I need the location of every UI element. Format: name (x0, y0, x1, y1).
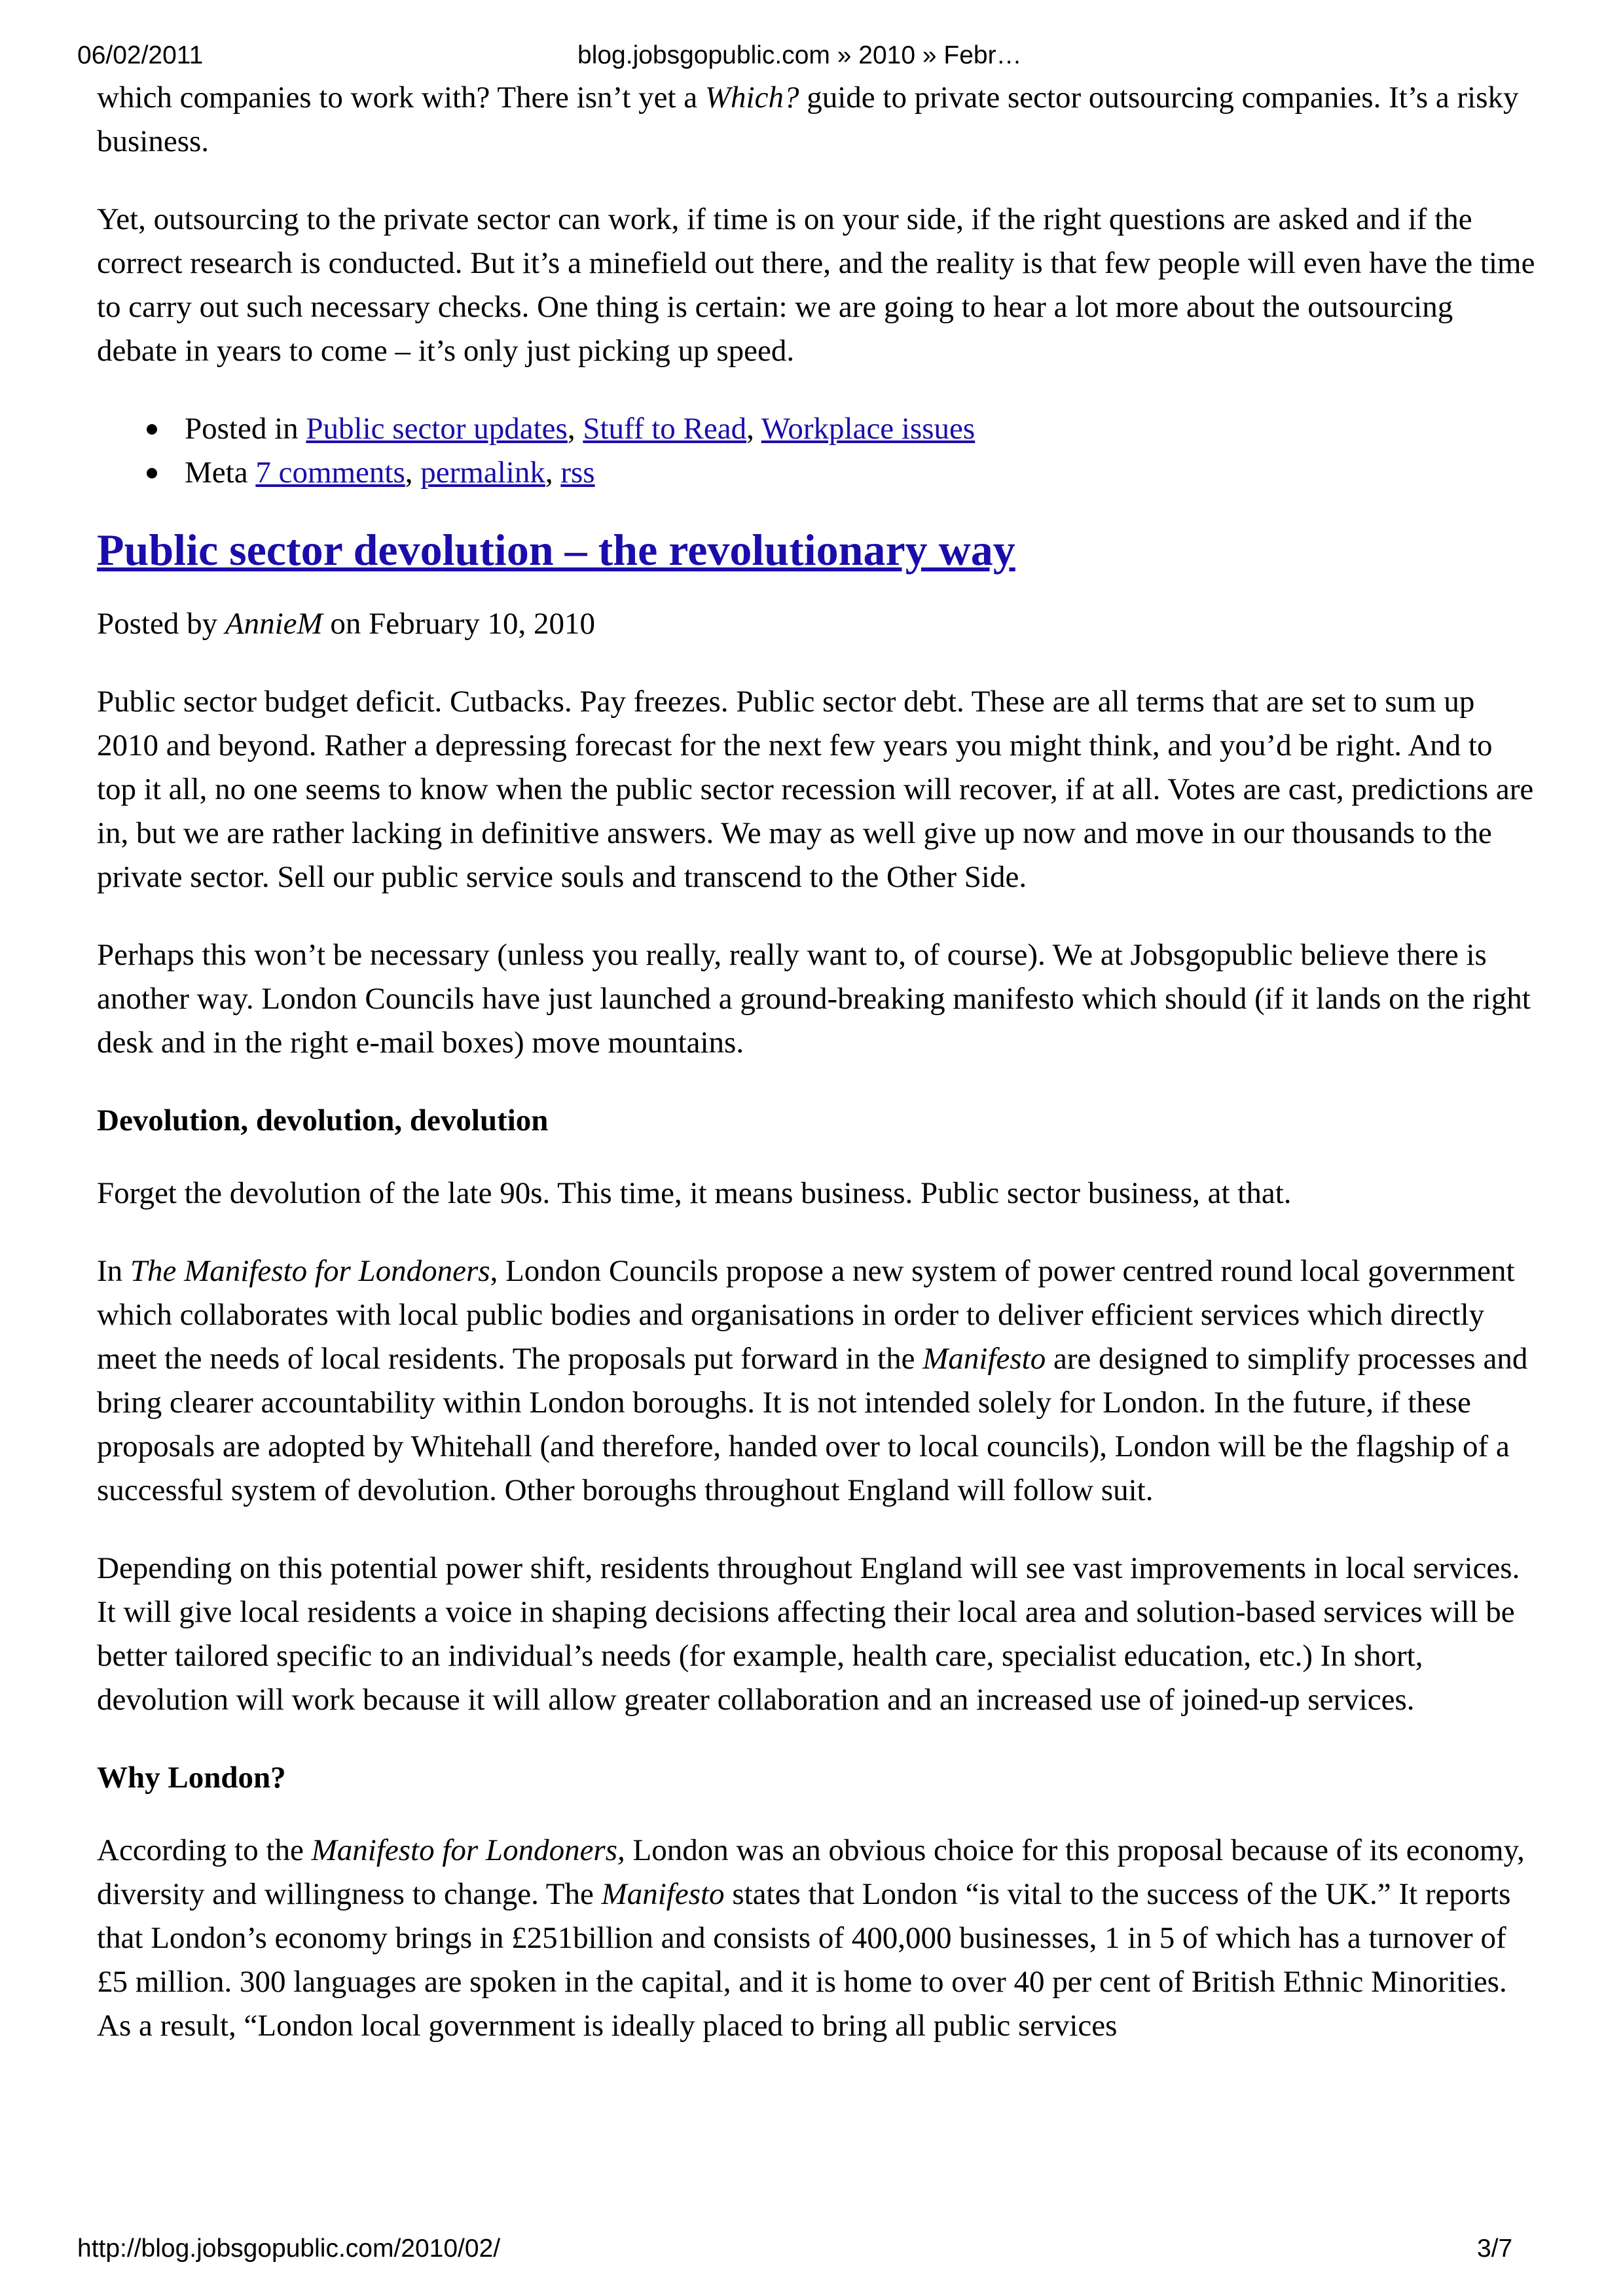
post-paragraph-4 (97, 1249, 1537, 1513)
post-paragraph-1: Public sector budget deficit. Cutbacks. Pay freezes. Public sector debt. These are all terms that are set to sum up 2010 and beyond. Rather a depressing forecast for the next few years you might think, and you’d be right. And to top it all, no one seems to know when the public sector recession will recover, if at all. Votes are cast, predictions are in, but we are rather lacking in definitive answers. We may as well give up now and move in our thousands to the private sector. Sell our public service souls and transcend to the Other Side. (97, 685, 1534, 894)
prev-post-paragraph-2: Yet, outsourcing to the private sector can work, if time is on your side, if the right questions are asked and if the correct research is conducted. But it’s a minefield out there, and the reality is that few people will even have the time to carry out such necessary checks. One thing is certain: we are going to hear a lot more about the outsourcing debate in years to come – it’s only just picking up speed. (97, 202, 1535, 368)
text-run: London was an obvious choice for this proposal because of its economy, diversity and willingness to change. The (97, 1833, 1525, 1911)
text-run: According to the (97, 1833, 312, 1867)
comments-link[interactable]: 7 comments (255, 456, 405, 490)
print-header-title: blog.jobsgopublic.com » 2010 » Febr… (577, 41, 1022, 69)
text-run: , London Councils propose a new system of power centred round local government which collaborates with local public bodies and organisations in order to deliver efficient services which directly meet the needs of local residents. The proposals put forward in the (97, 1254, 1515, 1376)
subheading-devolution: Devolution, devolution, devolution (97, 1103, 549, 1138)
post-meta-list (97, 407, 1537, 495)
manifesto-ref: Manifesto (922, 1342, 1046, 1376)
separator: , (746, 412, 761, 446)
post-byline (97, 602, 1537, 646)
subheading-why-london: Why London? (97, 1761, 286, 1795)
manifesto-title: The Manifesto for Londoners (130, 1254, 490, 1288)
post-title (97, 518, 1537, 581)
text-run: are designed to simplify processes and bring clearer accountability within London boroughs. It is not intended solely for London. In the future, if these proposals are adopted by Whitehall (and therefore, handed over to local councils), London will be the flagship of a successful system of devolution. Other boroughs throughout England will follow suit. (97, 1342, 1528, 1507)
text-run: states that London “is vital to the success of the UK.” It reports that London’s economy brings in £251billion and consists of 400,000 businesses, 1 in 5 of which has a turnover of £5 million. 300 languages are spoken in the capital, and it is home to over 40 per cent of British Ethnic Minorities. As a result, “London local government is ideally placed to bring all public services (97, 1877, 1511, 2043)
guide-name: Which? (704, 81, 799, 115)
manifesto-ref: Manifesto (601, 1877, 725, 1911)
category-link-stuff-to-read[interactable]: Stuff to Read (583, 412, 747, 446)
text-run: which companies to work with? There isn’t yet a (97, 81, 705, 115)
separator: , (545, 456, 561, 490)
post-paragraph-2: Perhaps this won’t be necessary (unless you really, really want to, of course). We at Jobsgopublic believe there is another way. London Councils have just launched a ground-breaking manifesto which should (if it lands on the right desk and in the right e-mail boxes) move mountains. (97, 938, 1531, 1060)
manifesto-title: Manifesto for Londoners, (311, 1833, 625, 1867)
print-footer-page-number: 3/7 (1477, 2234, 1513, 2263)
meta-item (185, 451, 1537, 495)
separator: , (405, 456, 421, 490)
post-title-link[interactable]: Public sector devolution – the revolutionary way (97, 525, 1015, 575)
text-run: In (97, 1254, 130, 1288)
category-link-workplace-issues[interactable]: Workplace issues (761, 412, 976, 446)
meta-label: Meta (185, 456, 256, 490)
print-footer-url: http://blog.jobsgopublic.com/2010/02/ (77, 2234, 501, 2263)
post-paragraph-5: Depending on this potential power shift, residents throughout England will see vast improvements in local services. It will give local residents a voice in shaping decisions affecting their local area and solution-based services will be better tailored specific to an individual’s needs (for example, health care, specialist education, etc.) In short, devolution will work because it will allow greater collaboration and an increased use of joined-up services. (97, 1551, 1520, 1717)
prev-post-paragraph-1 (97, 76, 1537, 164)
category-link-public-sector-updates[interactable]: Public sector updates (306, 412, 568, 446)
posted-in-label: Posted in (185, 412, 306, 446)
blog-content (97, 76, 1537, 2082)
post-author: AnnieM (225, 607, 323, 641)
byline-prefix: Posted by (97, 607, 225, 641)
separator: , (567, 412, 583, 446)
posted-in-item (185, 407, 1537, 451)
permalink-link[interactable]: permalink (420, 456, 545, 490)
print-header-date: 06/02/2011 (77, 41, 204, 69)
post-paragraph-3: Forget the devolution of the late 90s. This time, it means business. Public sector business, at that. (97, 1176, 1292, 1210)
byline-date: on February 10, 2010 (322, 607, 596, 641)
post-paragraph-6 (97, 1829, 1537, 2048)
text-run: guide to private sector outsourcing companies. It’s a risky business. (97, 81, 1519, 158)
rss-link[interactable]: rss (560, 456, 595, 490)
